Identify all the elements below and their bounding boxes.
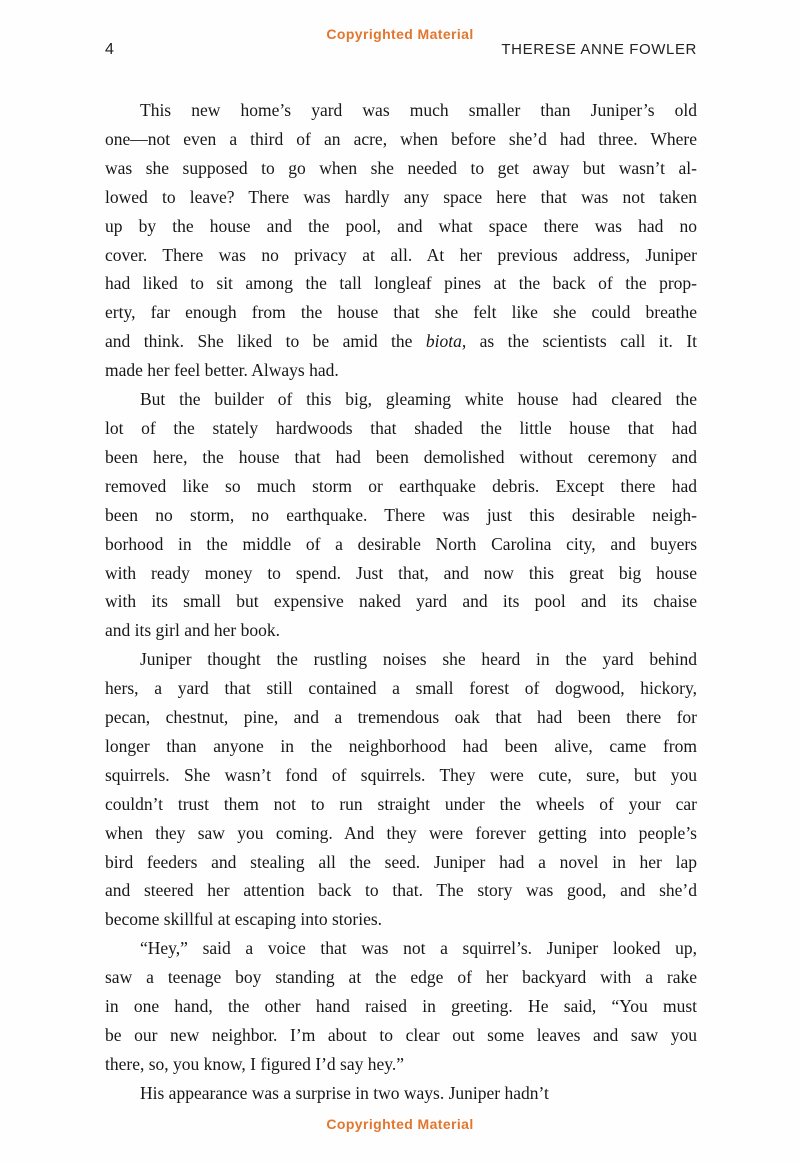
text-line: longer than anyone in the neighborhood had been alive, came from [105,735,697,756]
paragraph [105,645,697,934]
text-line: hers, a yard that still contained a small forest of dogwood, hickory, [105,678,697,699]
page-number: 4 [105,41,114,58]
running-header-author: THERESE ANNE FOWLER [501,41,697,58]
text-line: been here, the house that had been demolished without ceremony and [105,446,697,467]
paragraph [105,1079,697,1108]
text-line: there, so, you know, I figured I’d say hey.” [105,1053,405,1074]
text-line: and think. She liked to be amid the biota, as the scientists call it. It [105,331,698,352]
text-line: was she supposed to go when she needed to get away but wasn’t al- [105,157,697,178]
paragraph [105,96,697,385]
copyright-watermark-bottom: Copyrighted Material [326,1116,474,1132]
text-line: lot of the stately hardwoods that shaded the little house that had [105,417,697,438]
text-line: be our new neighbor. I’m about to clear out some leaves and saw you [105,1025,697,1045]
text-line: bird feeders and stealing all the seed. Juniper had a novel in her lap [105,851,697,872]
copyright-watermark-top: Copyrighted Material [326,26,474,42]
text-line: with ready money to spend. Just that, and now this great big house [105,562,697,583]
paragraph [105,385,697,645]
text-line: one—not even a third of an acre, when before she’d had three. Where [105,128,697,149]
text-line: His appearance was a surprise in two ways. Juniper hadn’t [140,1082,549,1103]
text-line: removed like so much storm or earthquake debris. Except there had [105,475,697,496]
body-text [105,96,697,1108]
text-line: made her feel better. Always had. [105,360,339,381]
text-line: couldn’t trust them not to run straight under the wheels of your car [105,793,697,814]
page-header [105,41,697,59]
text-line: “Hey,” said a voice that was not a squirrel’s. Juniper looked up, [140,938,697,959]
text-line: borhood in the middle of a desirable North Carolina city, and buyers [105,533,697,554]
text-line: in one hand, the other hand raised in greeting. He said, “You must [105,996,697,1017]
text-line: squirrels. She wasn’t fond of squirrels. They were cute, sure, but you [105,764,697,785]
text-line: saw a teenage boy standing at the edge of her backyard with a rake [105,967,697,988]
text-line: and steered her attention back to that. The story was good, and she’d [105,880,697,901]
text-line: had liked to sit among the tall longleaf pines at the back of the prop- [105,273,697,294]
text-line: up by the house and the pool, and what space there was had no [105,215,697,236]
text-line: Juniper thought the rustling noises she heard in the yard behind [140,649,697,670]
text-line: when they saw you coming. And they were forever getting into people’s [105,822,697,843]
text-line: with its small but expensive naked yard and its pool and its chaise [105,591,697,612]
text-line: cover. There was no privacy at all. At her previous address, Juniper [105,244,697,265]
text-line: But the builder of this big, gleaming white house had cleared the [140,389,697,410]
text-line: pecan, chestnut, pine, and a tremendous oak that had been there for [105,707,697,728]
text-line: This new home’s yard was much smaller than Juniper’s old [140,100,697,120]
text-line: erty, far enough from the house that she felt like she could breathe [105,302,697,323]
text-line: been no storm, no earthquake. There was just this desirable neigh- [105,504,697,525]
text-line: and its girl and her book. [105,620,280,641]
paragraph [105,934,697,1079]
text-line: become skillful at escaping into stories. [105,909,383,930]
text-line: lowed to leave? There was hardly any space here that was not taken [105,186,697,207]
